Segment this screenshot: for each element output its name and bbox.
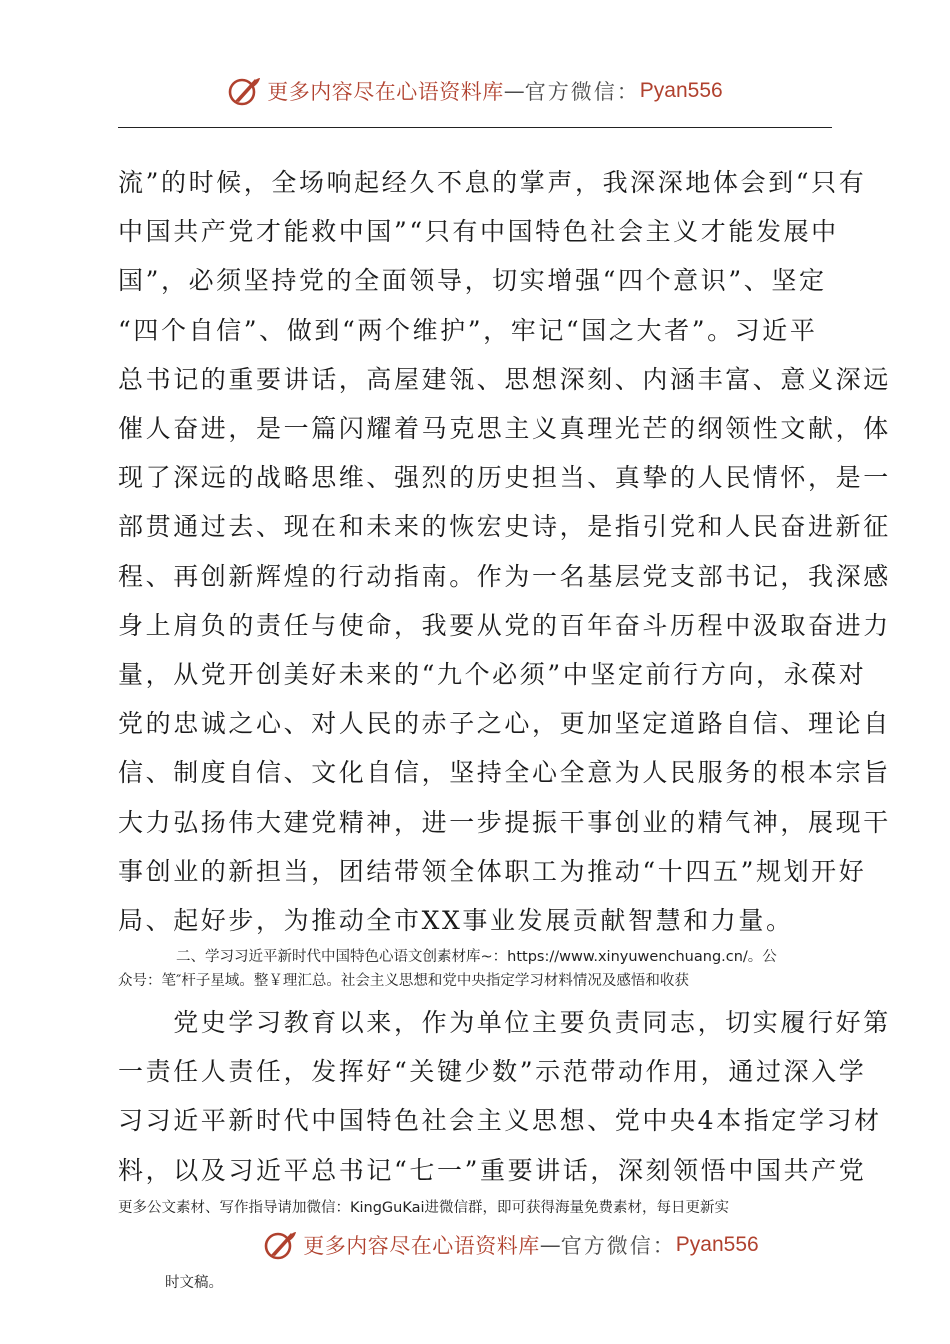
watermark-official-label: 官方微信： [524, 80, 640, 104]
quill-logo-icon [263, 1228, 297, 1262]
text-line: 总书记的重要讲话，高屋建瓴、思想深刻、内涵丰富、意义深远 [118, 364, 891, 394]
text-line: 党史学习教育以来，作为单位主要负责同志，切实履行好第 [118, 1008, 891, 1037]
footer-note-tail: 时文稿。 [165, 1275, 223, 1291]
header-divider [118, 127, 832, 128]
watermark-separator: — [503, 79, 525, 103]
footer-watermark [36, 1228, 950, 1262]
text-line: 信、制度自信、文化自信，坚持全心全意为人民服务的根本宗旨 [118, 758, 891, 788]
heading-line: 众号：笔″杆子星域。整￥理汇总。社会主义思想和党中央指定学习材料情况及感悟和收获 [118, 973, 689, 989]
text-line: 催人奋进，是一篇闪耀着马克思主义真理光芒的纲领性文献，体 [118, 414, 891, 444]
text-line: 党的忠诚之心、对人民的赤子之心，更加坚定道路自信、理论自 [118, 709, 891, 739]
text-line: 中国共产党才能救中国”“只有中国特色社会主义才能发展中 [118, 217, 839, 247]
section-heading-2 [118, 945, 838, 993]
watermark-separator: — [539, 1233, 561, 1257]
text-line: 一责任人责任，发挥好“关键少数”示范带动作用，通过深入学 [118, 1057, 867, 1087]
paragraph-1 [118, 158, 891, 945]
text-line: 局、起好步，为推动全市XX事业发展贡献智慧和力量。 [118, 906, 794, 936]
text-line: 现了深远的战略思维、强烈的历史担当、真挚的人民情怀，是一 [118, 463, 891, 493]
quill-logo-icon [227, 74, 261, 108]
header-watermark [0, 74, 950, 108]
text-line: 料，以及习近平总书记“七一”重要讲话，深刻领悟中国共产党 [118, 1155, 867, 1185]
text-line: 习习近平新时代中国特色社会主义思想、党中央4本指定学习材 [118, 1106, 882, 1136]
text-line: 国”，必须坚持党的全面领导，切实增强“四个意识”、坚定 [118, 266, 827, 296]
watermark-wechat-id: Pyan556 [639, 79, 723, 102]
footer-note: 更多公文素材、写作指导请加微信：KingGuKai进微信群，即可获得海量免费素材，每日更新实 [118, 1200, 730, 1216]
text-line: 身上肩负的责任与使命，我要从党的百年奋斗历程中汲取奋进力 [118, 610, 891, 640]
text-line: 流”的时候，全场响起经久不息的掌声，我深深地体会到“只有 [118, 168, 867, 197]
text-line: 量，从党开创美好未来的“九个必须”中坚定前行方向，永葆对 [118, 660, 867, 690]
watermark-main-text: 更多内容尽在心语资料库 [303, 1234, 540, 1258]
paragraph-2 [118, 998, 891, 1195]
text-line: 程、再创新辉煌的行动指南。作为一名基层党支部书记，我深感 [118, 561, 891, 591]
text-line: “四个自信”、做到“两个维护”，牢记“国之大者”。习近平 [118, 315, 818, 345]
text-line: 部贯通过去、现在和未来的恢宏史诗，是指引党和人民奋进新征 [118, 512, 891, 542]
watermark-wechat-id: Pyan556 [675, 1233, 759, 1256]
watermark-official-label: 官方微信： [560, 1234, 676, 1258]
text-line: 事创业的新担当，团结带领全体职工为推动“十四五”规划开好 [118, 856, 867, 886]
text-line: 大力弘扬伟大建党精神，进一步提振干事创业的精气神，展现干 [118, 807, 891, 837]
heading-line: 二、学习习近平新时代中国特色心语文创素材库~：https://www.xinyuwenchuang.cn/。公 [176, 949, 777, 965]
watermark-main-text: 更多内容尽在心语资料库 [267, 80, 504, 104]
